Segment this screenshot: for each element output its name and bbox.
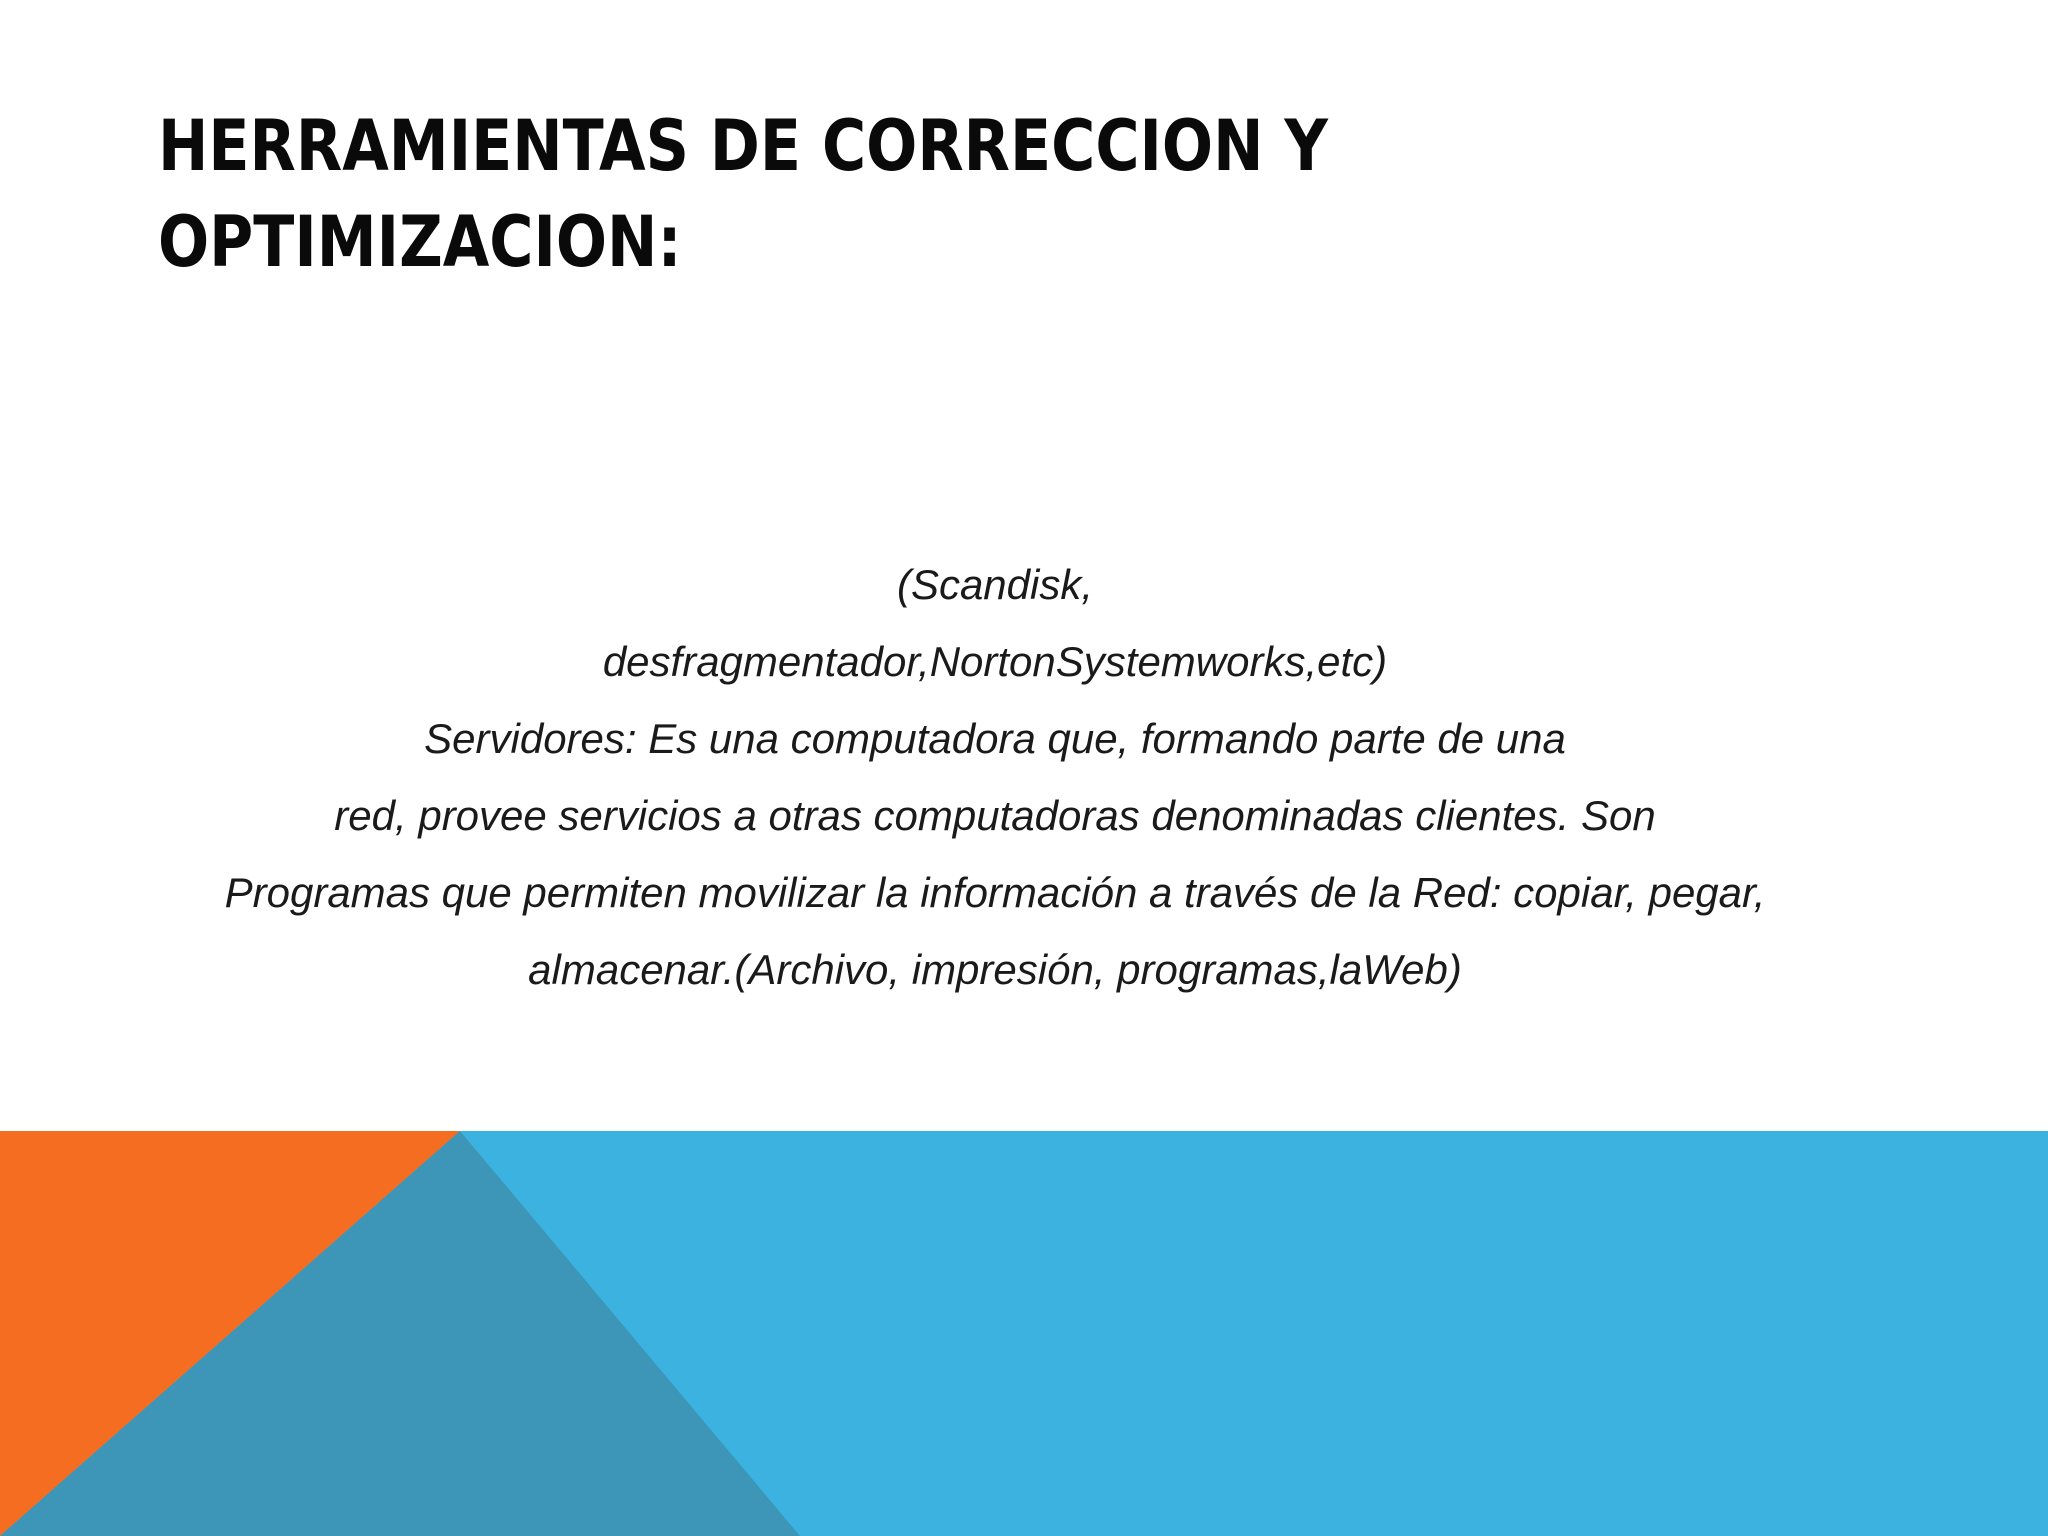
decorative-footer-band <box>0 1131 2048 1536</box>
body-line-4: red, provee servicios a otras computadoras denominadas clientes. Son <box>334 792 1656 839</box>
body-line-5: Programas que permiten movilizar la información a través de la Red: copiar, pegar, <box>224 869 1766 916</box>
body-line-1: (Scandisk, <box>896 561 1094 608</box>
slide-body <box>150 560 1840 1022</box>
body-line-3: Servidores: Es una computadora que, formando parte de una <box>424 715 1566 762</box>
slide-title-line-1: HERRAMIENTAS DE CORRECCION Y <box>158 105 1329 187</box>
body-line-2: desfragmentador,NortonSystemworks,etc) <box>602 638 1388 685</box>
slide-title <box>158 98 1448 290</box>
body-line-6: almacenar.(Archivo, impresión, programas,laWeb) <box>528 946 1462 993</box>
slide-title-line-2: OPTIMIZACION: <box>158 201 682 283</box>
